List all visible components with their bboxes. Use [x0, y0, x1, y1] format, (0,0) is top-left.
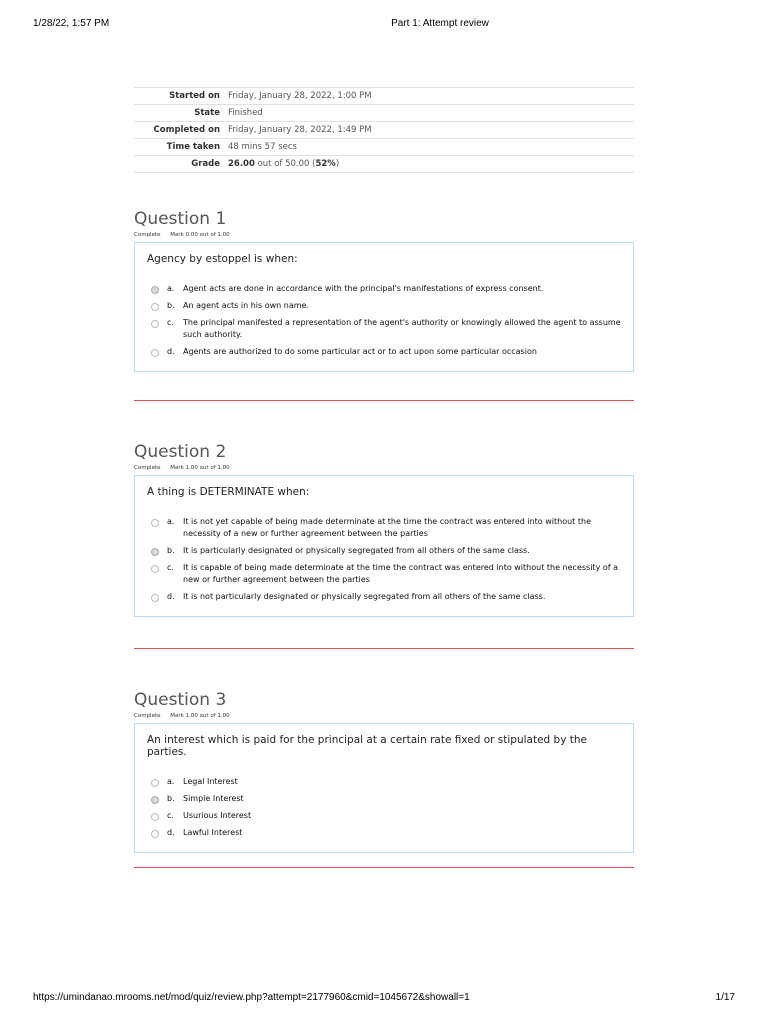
- summary-value: Friday, January 28, 2022, 1:00 PM: [228, 91, 372, 101]
- answer-letter: c.: [167, 563, 174, 572]
- question-status: Complete: [134, 232, 161, 238]
- answer-letter: a.: [167, 777, 175, 786]
- radio-selected-icon[interactable]: [151, 286, 159, 294]
- question-title: Question 3: [134, 690, 227, 710]
- question-divider: [134, 400, 634, 401]
- answer-letter: c.: [167, 811, 174, 820]
- summary-row: [134, 88, 634, 105]
- summary-label: Time taken: [166, 142, 220, 152]
- question-content-box: [134, 723, 634, 853]
- radio-selected-icon[interactable]: [151, 548, 159, 556]
- answer-text: The principal manifested a representation of the agent's authority or knowingly allowed the agent to assume such authority.: [183, 318, 621, 339]
- question-divider: [134, 648, 634, 649]
- question-title: Question 1: [134, 209, 227, 229]
- answer-letter: d.: [167, 592, 175, 601]
- question-mark: Mark 0.00 out of 1.00: [170, 232, 230, 238]
- answer-text: Legal Interest: [183, 777, 238, 786]
- answer-text: Lawful Interest: [183, 828, 243, 837]
- summary-value: Finished: [228, 108, 263, 118]
- print-datetime: 1/28/22, 1:57 PM: [33, 18, 110, 29]
- question-mark: Mark 1.00 out of 1.00: [170, 465, 230, 471]
- question-2: [134, 441, 634, 617]
- radio-icon[interactable]: [151, 320, 159, 328]
- answer-option-b[interactable]: [147, 793, 621, 805]
- attempt-summary-table: [134, 87, 634, 173]
- grade-value: [228, 156, 634, 173]
- answer-option-a[interactable]: [147, 516, 621, 540]
- question-text: Agency by estoppel is when:: [147, 253, 298, 265]
- question-content-box: [134, 475, 634, 617]
- summary-row: [134, 122, 634, 139]
- print-page-title: Part 1: Attempt review: [391, 18, 489, 29]
- radio-icon[interactable]: [151, 830, 159, 838]
- radio-icon[interactable]: [151, 303, 159, 311]
- grade-percent: 52%: [315, 159, 336, 169]
- summary-row: [134, 105, 634, 122]
- answer-option-d[interactable]: [147, 591, 621, 603]
- question-info: [134, 713, 634, 721]
- summary-label: Grade: [191, 159, 220, 169]
- question-title: Question 2: [134, 442, 227, 462]
- answer-option-c[interactable]: [147, 810, 621, 822]
- answer-text: It is particularly designated or physically segregated from all others of the same class.: [183, 546, 530, 555]
- answer-option-d[interactable]: [147, 346, 621, 358]
- grade-close: ): [335, 159, 340, 169]
- print-footer: [0, 992, 768, 1006]
- answer-letter: b.: [167, 301, 175, 310]
- answer-letter: a.: [167, 284, 175, 293]
- answer-option-d[interactable]: [147, 827, 621, 839]
- answer-text: Simple Interest: [183, 794, 244, 803]
- print-page-number: 1/17: [715, 992, 735, 1003]
- answer-option-c[interactable]: [147, 317, 621, 341]
- answer-text: It is capable of being made determinate at the time the contract was entered into without the necessity of a new or further agreement between the parties: [183, 563, 618, 584]
- grade-out-of: out of 50.00 (: [257, 159, 316, 169]
- radio-icon[interactable]: [151, 813, 159, 821]
- radio-icon[interactable]: [151, 349, 159, 357]
- question-mark: Mark 1.00 out of 1.00: [170, 713, 230, 719]
- print-header: [0, 18, 768, 32]
- answer-option-b[interactable]: [147, 545, 621, 557]
- question-3: [134, 689, 634, 853]
- answer-text: It is not particularly designated or physically segregated from all others of the same class.: [183, 592, 546, 601]
- answer-option-a[interactable]: [147, 283, 621, 295]
- question-info: [134, 232, 634, 240]
- radio-icon[interactable]: [151, 594, 159, 602]
- answer-option-a[interactable]: [147, 776, 621, 788]
- answer-letter: b.: [167, 794, 175, 803]
- summary-row-grade: [134, 156, 634, 173]
- question-info: [134, 465, 634, 473]
- answer-text: An agent acts in his own name.: [183, 301, 310, 310]
- answer-option-b[interactable]: [147, 300, 621, 312]
- summary-value: 48 mins 57 secs: [228, 142, 297, 152]
- question-divider: [134, 867, 634, 868]
- answer-letter: a.: [167, 517, 175, 526]
- summary-label: State: [194, 108, 220, 118]
- summary-row: [134, 139, 634, 156]
- summary-label: Completed on: [153, 125, 220, 135]
- answer-option-c[interactable]: [147, 562, 621, 586]
- answer-text: Agents are authorized to do some particular act or to act upon some particular occasion: [183, 347, 537, 356]
- radio-selected-icon[interactable]: [151, 796, 159, 804]
- answer-text: It is not yet capable of being made determinate at the time the contract was entered into without the necessity of a new or further agreement between the parties: [183, 517, 591, 538]
- answer-text: Agent acts are done in accordance with the principal's manifestations of express consent.: [183, 284, 544, 293]
- question-content-box: [134, 242, 634, 372]
- answer-letter: b.: [167, 546, 175, 555]
- answer-letter: c.: [167, 318, 174, 327]
- radio-icon[interactable]: [151, 519, 159, 527]
- answer-text: Usurious Interest: [183, 811, 252, 820]
- print-url: https://umindanao.mrooms.net/mod/quiz/review.php?attempt=2177960&cmid=1045672&showall=1: [33, 992, 470, 1003]
- answer-letter: d.: [167, 347, 175, 356]
- question-text: A thing is DETERMINATE when:: [147, 486, 310, 498]
- grade-score: 26.00: [228, 159, 255, 169]
- radio-icon[interactable]: [151, 565, 159, 573]
- question-status: Complete: [134, 713, 161, 719]
- question-text: An interest which is paid for the principal at a certain rate fixed or stipulated by the parties.: [147, 734, 587, 758]
- radio-icon[interactable]: [151, 779, 159, 787]
- question-1: [134, 208, 634, 372]
- answer-letter: d.: [167, 828, 175, 837]
- summary-label: Started on: [169, 91, 220, 101]
- question-status: Complete: [134, 465, 161, 471]
- summary-value: Friday, January 28, 2022, 1:49 PM: [228, 125, 372, 135]
